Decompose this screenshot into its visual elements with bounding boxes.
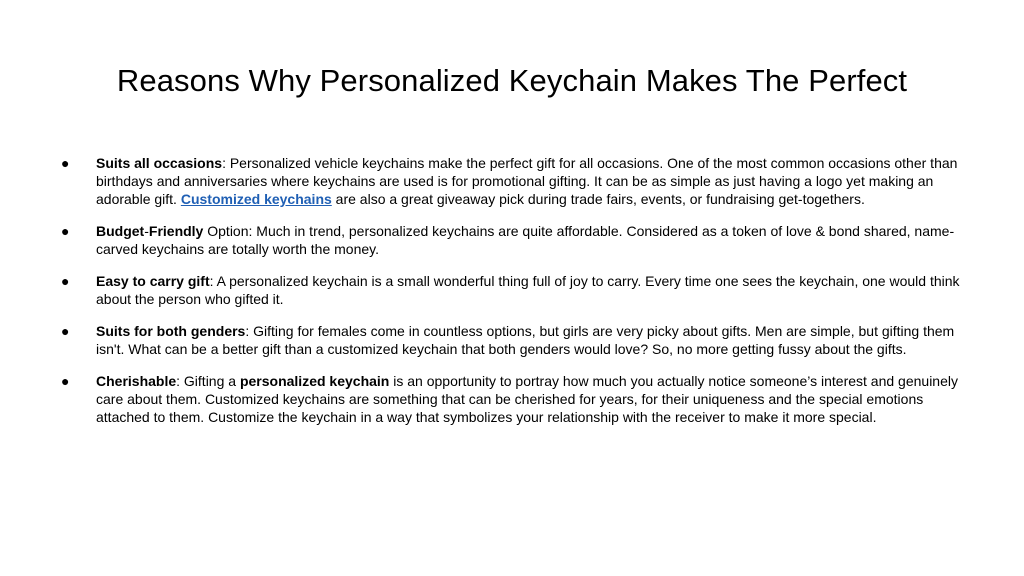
item-text: : A personalized keychain is a small wonderful thing full of joy to carry. Every time one sees the keychain, one would think about the person who gifted it. bbox=[96, 273, 960, 307]
item-heading: Easy to carry gift bbox=[96, 273, 210, 289]
item-text: are also a great giveaway pick during trade fairs, events, or fundraising get-togethers. bbox=[331, 191, 865, 207]
list-item-easy-to-carry bbox=[0, 272, 1024, 308]
list-item-suits-all-occasions bbox=[0, 154, 1024, 208]
item-bold-phrase: personalized keychain bbox=[239, 373, 390, 389]
item-heading: Cherishable bbox=[96, 373, 177, 389]
bullet-icon: ● bbox=[61, 373, 70, 389]
item-heading: Friendly bbox=[148, 223, 204, 239]
item-text: : Personalized vehicle keychains make the perfect gift for all occasions. One of the most common occasions other than birthdays and anniversaries where keychains are used is for promotional gifting. It can be as simple as just having a logo yet making an adorable gift. bbox=[96, 155, 958, 207]
customized-keychains-link[interactable]: Customized keychains bbox=[180, 191, 332, 207]
list-item-budget-friendly bbox=[0, 222, 1024, 258]
item-heading-separator: - bbox=[144, 223, 149, 239]
item-text: : Gifting for females come in countless options, but girls are very picky about gifts. Men are simple, but gifting them isn't. What can be a better gift than a customized keychain that both genders would love? So, no more getting fussy about the gifts. bbox=[96, 323, 955, 357]
item-text: : Gifting a bbox=[176, 373, 240, 389]
page-title: Reasons Why Personalized Keychain Makes The Perfect bbox=[116, 62, 908, 98]
bullet-icon: ● bbox=[61, 223, 70, 239]
list-item-both-genders bbox=[0, 322, 1024, 358]
item-text: is an opportunity to portray how much you actually notice someone’s interest and genuinely care about them. Customized keychains are something that can be cherished for years, for their uniqueness and the special emotions attached to them. Customize the keychain in a way that symbolizes your relationship with the receiver to make it more special. bbox=[96, 373, 958, 425]
bullet-icon: ● bbox=[61, 323, 70, 339]
item-text: Option: Much in trend, personalized keychains are quite affordable. Considered as a token of love & bond shared, name-carved keychains are totally worth the money. bbox=[96, 223, 955, 257]
bullet-list bbox=[0, 154, 1024, 440]
item-heading: Suits all occasions bbox=[96, 155, 223, 171]
bullet-icon: ● bbox=[61, 273, 70, 289]
list-item-cherishable bbox=[0, 372, 1024, 426]
bullet-icon: ● bbox=[61, 155, 70, 171]
item-heading: Suits for both genders bbox=[96, 323, 246, 339]
item-heading: Budget bbox=[96, 223, 145, 239]
